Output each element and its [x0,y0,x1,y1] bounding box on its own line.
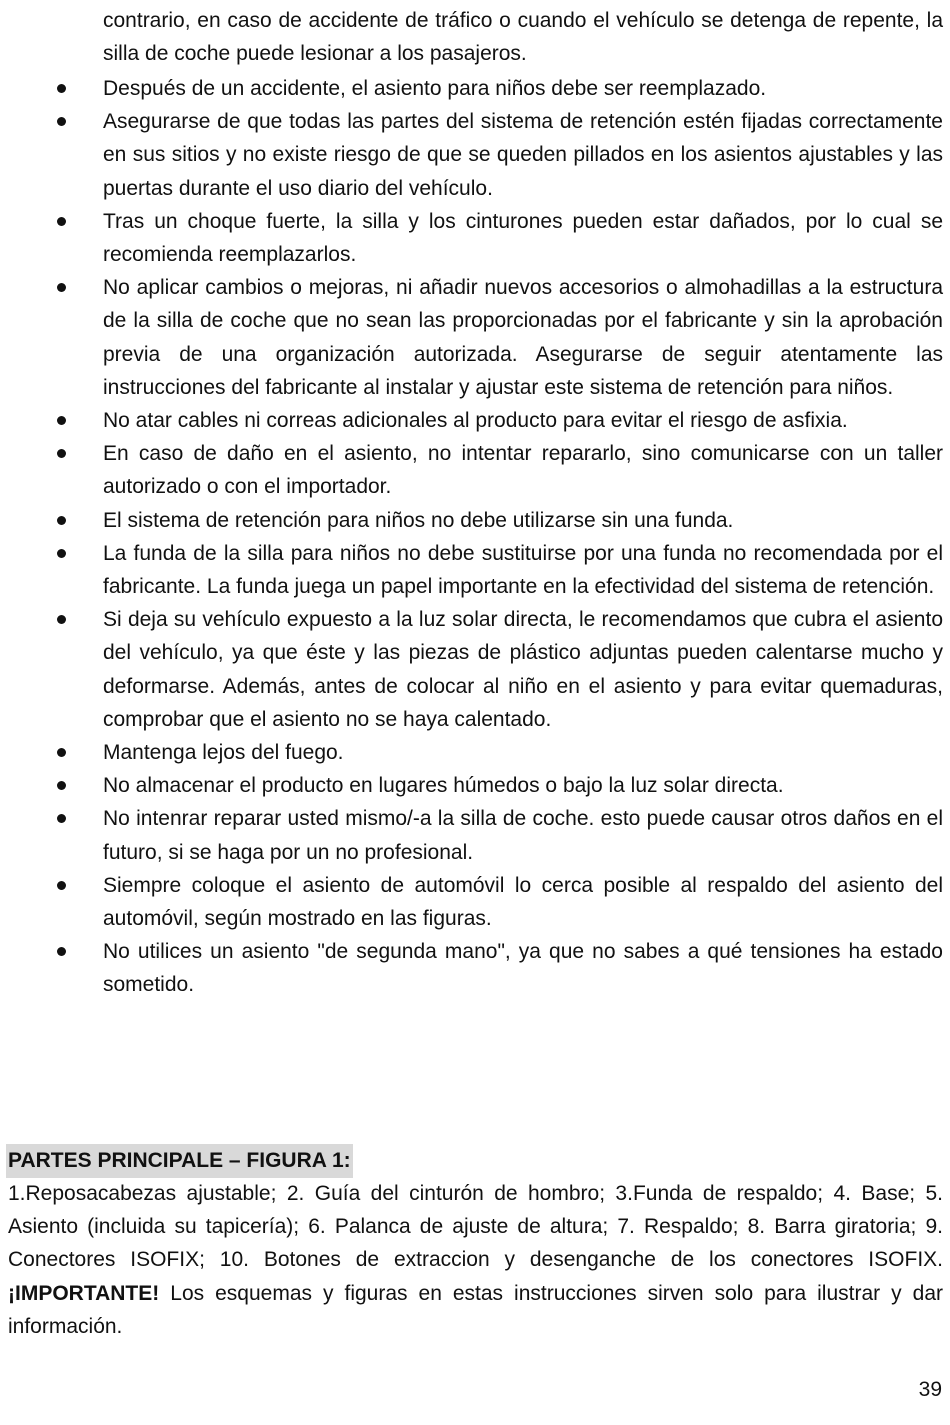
list-item-text: No intenrar reparar usted mismo/-a la silla de coche. esto puede causar otros daños en el futuro, si se haga por un no profesional. [103,807,943,864]
parts-paragraph [8,1177,943,1343]
page-number: 39 [918,1378,942,1401]
bullet-icon [57,549,66,558]
bullet-icon [57,814,66,823]
list-item-text: No atar cables ni correas adicionales al producto para evitar el riesgo de asfixia. [103,409,848,433]
list-item [0,603,943,736]
list-item [0,271,943,404]
list-item-text: Tras un choque fuerte, la silla y los cinturones pueden estar dañados, por lo cual se recomienda reemplazarlos. [103,209,943,267]
bullet-icon [57,947,66,956]
list-item-text: El sistema de retención para niños no debe utilizarse sin una funda. [103,508,734,532]
list-item [0,404,943,437]
list-item [0,105,943,205]
list-item [0,504,943,537]
bullet-icon [57,449,66,458]
bullet-icon [57,283,66,292]
bullet-icon [57,217,66,226]
parts-list-text: 1.Reposacabezas ajustable; 2. Guía del cinturón de hombro; 3.Funda de respaldo; 4. Base; 5. Asiento (incluida su tapicería); 6. Palanca de ajuste de altura; 7. Respaldo; 8. Barra giratoria; 9. Conectores ISOFIX; 10. Botones de extraccion y desenganche de los conectores ISOFIX. [8,1182,943,1272]
list-item-text: Después de un accidente, el asiento para niños debe ser reemplazado. [103,77,767,100]
list-item-text: Si deja su vehículo expuesto a la luz solar directa, le recomendamos que cubra el asiento del vehículo, ya que éste y las piezas de plástico adjuntas pueden calentarse mucho y deformarse. Además, antes de colocar al niño en el asiento y para evitar quemaduras, comprobar que el asiento no se haya calentado. [103,608,943,731]
list-item [0,736,943,769]
bullet-icon [57,516,66,525]
list-item-text: La funda de la silla para niños no debe sustituirse por una funda no recomendada por el fabricante. La funda juega un papel importante en la efectividad del sistema de retención. [103,541,943,599]
list-item-text: No almacenar el producto en lugares húmedos o bajo la luz solar directa. [103,774,784,798]
list-item-text: No aplicar cambios o mejoras, ni añadir nuevos accesorios o almohadillas a la estructura de la silla de coche que no sean las proporcionadas por el fabricante y sin la aprobación previa de una organización autorizada. Asegurarse de seguir atentamente las instrucciones del fabricante al instalar y ajustar este sistema de retención para niños. [103,276,943,399]
list-item-text: Asegurarse de que todas las partes del sistema de retención estén fijadas correctamente en sus sitios y no existe riesgo de que se queden pillados en los asientos ajustables y las puertas durante el uso diario del vehículo. [103,110,943,200]
list-item [0,205,943,271]
bullet-icon [57,781,66,790]
list-item [0,935,943,1001]
list-item [0,72,943,105]
important-text: Los esquemas y figuras en estas instrucciones sirven solo para ilustrar y dar información. [8,1281,943,1338]
important-label: ¡IMPORTANTE! [8,1281,160,1305]
bullet-icon [57,416,66,425]
bullet-icon [57,84,66,93]
list-item-text: Siempre coloque el asiento de automóvil lo cerca posible al respaldo del asiento del automóvil, según mostrado en las figuras. [103,873,943,931]
bullet-icon [57,615,66,624]
safety-bullet-list [0,72,943,1002]
list-item [0,437,943,503]
list-item [0,869,943,935]
continuation-paragraph: contrario, en caso de accidente de tráfico o cuando el vehículo se detenga de repente, la silla de coche puede lesionar a los pasajeros. [103,9,943,66]
list-item [0,537,943,603]
bullet-icon [57,881,66,890]
list-item-text: Mantenga lejos del fuego. [103,741,344,765]
list-item [0,769,943,802]
list-item-text: En caso de daño en el asiento, no intentar repararlo, sino comunicarse con un taller autorizado o con el importador. [103,442,943,499]
bullet-icon [57,748,66,757]
list-item [0,802,943,868]
bullet-icon [57,117,66,126]
list-item-text: No utilices un asiento "de segunda mano", ya que no sabes a qué tensiones ha estado sometido. [103,940,943,997]
section-heading: PARTES PRINCIPALE – FIGURA 1: [6,1144,353,1178]
